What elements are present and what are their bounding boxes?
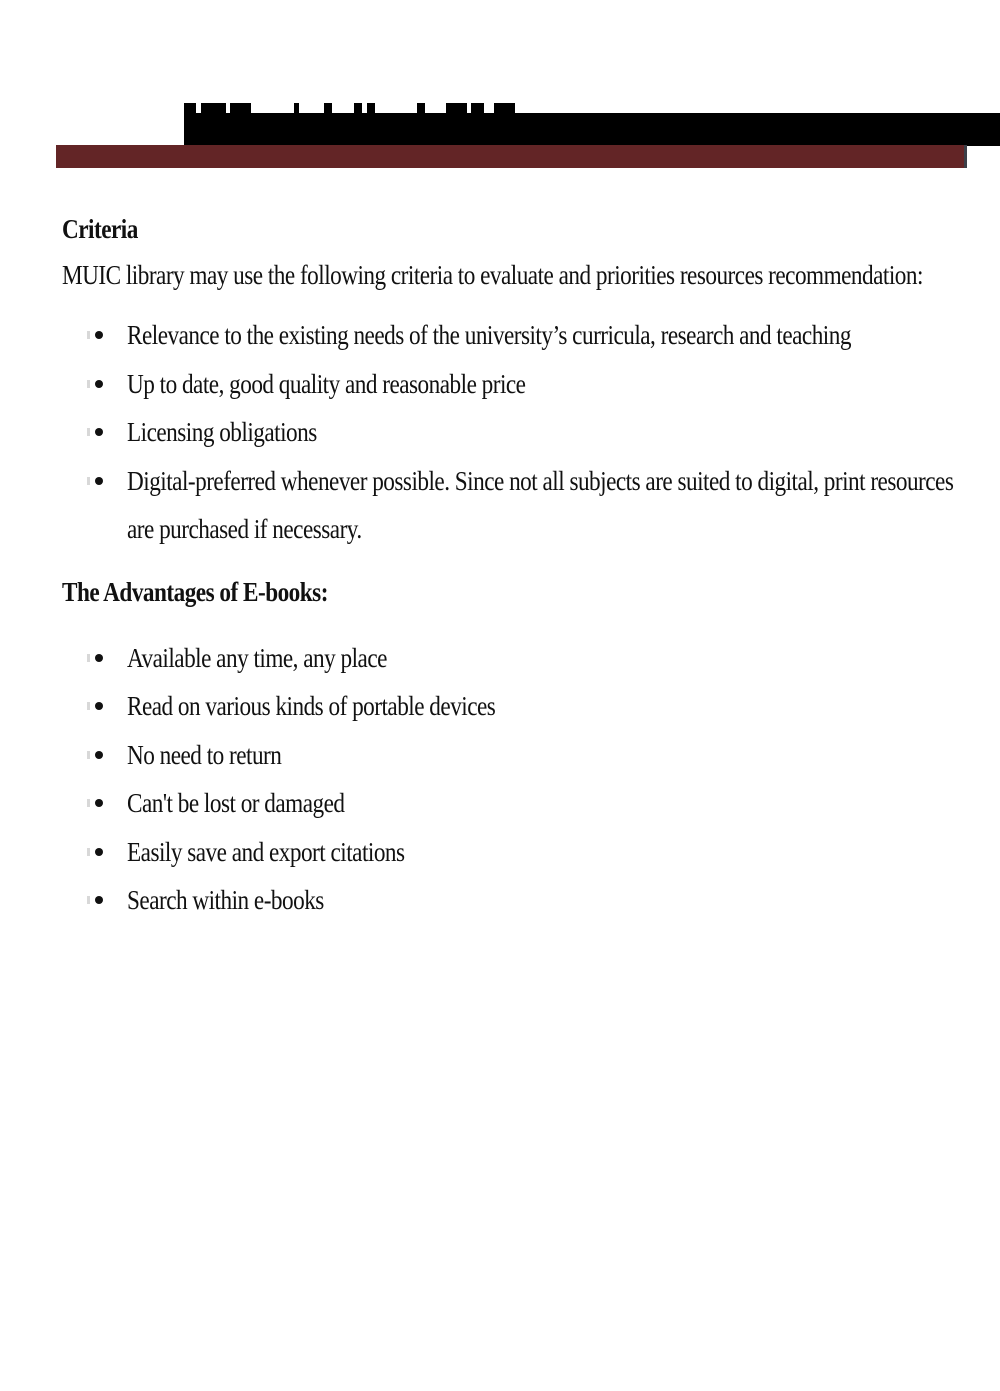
list-item-text: Search within e-books: [127, 885, 324, 915]
list-item: [62, 360, 962, 409]
list-item: [62, 731, 962, 780]
list-item: [62, 457, 962, 554]
list-item: [62, 634, 962, 683]
list-item: [62, 876, 962, 925]
list-item: [62, 828, 962, 877]
list-item-text: Available any time, any place: [127, 642, 387, 673]
criteria-intro: MUIC library may use the following criteria to evaluate and priorities resources recommendation:: [62, 260, 923, 290]
list-item: [62, 682, 962, 731]
bullet-icon: [95, 654, 103, 662]
bullet-icon: [95, 896, 103, 904]
header-bar: [56, 145, 967, 168]
bullet-icon: [95, 751, 103, 759]
list-item: [62, 311, 962, 360]
bullet-icon: [95, 331, 103, 339]
bullet-icon: [95, 799, 103, 807]
bullet-icon: [95, 428, 103, 436]
bullet-icon: [95, 702, 103, 710]
advantages-heading: The Advantages of E-books:: [62, 576, 328, 607]
list-item: [62, 779, 962, 828]
list-item-text: [127, 457, 987, 554]
list-item-text: Licensing obligations: [127, 417, 317, 447]
bullet-icon: [95, 477, 103, 485]
page-title-obscured: [184, 103, 1000, 146]
list-item-text: No need to return: [127, 739, 282, 770]
advantages-list: [62, 634, 962, 925]
list-item-text: Up to date, good quality and reasonable price: [127, 368, 526, 399]
bullet-icon: [95, 848, 103, 856]
list-item-text: Can't be lost or damaged: [127, 788, 345, 818]
list-item-line-2: are purchased if necessary.: [127, 514, 362, 544]
criteria-list: [62, 311, 962, 554]
list-item-line-1: Digital-preferred whenever possible. Since not all subjects are suited to digital, print resources: [127, 465, 954, 496]
list-item-text: Easily save and export citations: [127, 836, 405, 867]
list-item: [62, 408, 962, 457]
bullet-icon: [95, 380, 103, 388]
document-body: [62, 207, 962, 939]
list-item-text: Read on various kinds of portable devices: [127, 691, 496, 721]
list-item-text: Relevance to the existing needs of the university’s curricula, research and teaching: [127, 320, 851, 350]
criteria-heading: Criteria: [62, 214, 138, 244]
